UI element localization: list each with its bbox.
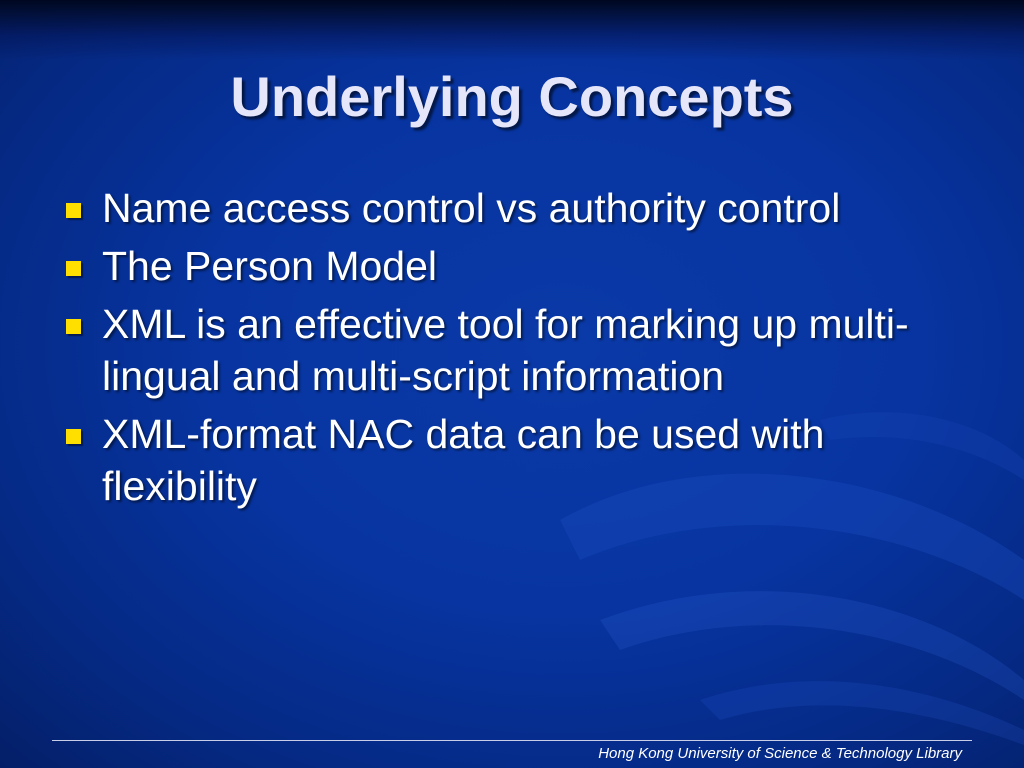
footer-divider xyxy=(52,740,972,741)
yellow-square-bullet-icon xyxy=(66,319,81,334)
footer-credit: Hong Kong University of Science & Technology Library xyxy=(598,745,962,762)
bullet-text: The Person Model xyxy=(102,243,438,289)
bullet-item-2 xyxy=(64,240,964,292)
yellow-square-bullet-icon xyxy=(66,261,81,276)
bullet-text: XML is an effective tool for marking up multi-lingual and multi-script information xyxy=(102,301,909,399)
bullet-text: XML-format NAC data can be used with flexibility xyxy=(102,411,825,509)
bullet-list xyxy=(64,182,964,518)
yellow-square-bullet-icon xyxy=(66,429,81,444)
slide-title: Underlying Concepts xyxy=(230,65,794,128)
bullet-item-1 xyxy=(64,182,964,234)
bullet-text: Name access control vs authority control xyxy=(102,185,841,231)
bullet-item-4 xyxy=(64,408,964,512)
bullet-item-3 xyxy=(64,298,964,402)
yellow-square-bullet-icon xyxy=(66,203,81,218)
